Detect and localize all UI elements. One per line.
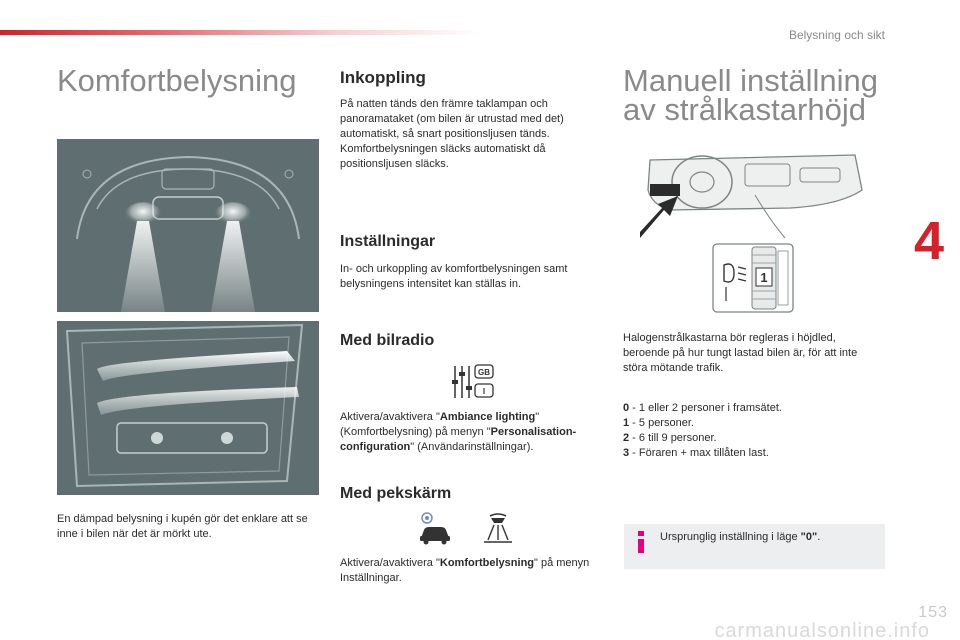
inkoppling-text: På natten tänds den främre taklampan och panoramataket (om bilen är utrustad med det) automatiskt, så snart positionsljusen tänds. Komfortbelysningen släcks automatiskt då positionsljusen släcks. xyxy=(340,98,564,170)
headlamp-dial-illustration xyxy=(712,243,794,313)
watermark: carmanualsonline.info xyxy=(714,620,930,640)
settings-item: 1 - 5 personer. xyxy=(623,417,694,429)
settings-item: 0 - 1 eller 2 personer i framsätet. xyxy=(623,402,782,414)
left-caption: En dämpad belysning i kupén gör det enklare att se inne i bilen när det är mörkt ute. xyxy=(57,513,308,540)
page-number: 153 xyxy=(918,604,948,621)
heading-installningar: Inställningar xyxy=(340,233,436,250)
section-title-line2: av strålkastarhöjd xyxy=(623,92,866,127)
dial-position-label: 1 xyxy=(760,270,768,285)
gb-label: GB xyxy=(478,368,490,377)
panoramic-roof-photo xyxy=(57,321,319,495)
section-title-komfortbelysning: Komfortbelysning xyxy=(57,63,297,98)
i-label: I xyxy=(482,387,486,396)
bilradio-text: Aktivera/avaktivera "Ambiance lighting" (Komfortbelysning) på menyn "Personalisation-configuration" (Användarinställningar). xyxy=(340,411,577,453)
right-intro-text: Halogenstrålkastarna bör regleras i höjdled, beroende på hur tungt lastad bilen är, för att inte störa mötande trafik. xyxy=(623,332,858,374)
section-title-line1: Manuell inställning xyxy=(623,63,879,98)
heading-inkoppling: Inkoppling xyxy=(340,68,426,87)
heading-med-bilradio: Med bilradio xyxy=(340,332,435,349)
settings-item: 3 - Föraren + max tillåten last. xyxy=(623,447,769,459)
interior-light-photo xyxy=(57,139,319,312)
settings-item: 2 - 6 till 9 personer. xyxy=(623,432,717,444)
pekskarm-text: Aktivera/avaktivera "Komfortbelysning" på menyn Inställningar. xyxy=(340,557,590,584)
car-gear-icon xyxy=(415,510,455,546)
info-text: Ursprunglig inställning i läge "0". xyxy=(660,531,821,543)
dashboard-illustration xyxy=(640,150,865,240)
chapter-title: Belysning och sikt xyxy=(788,28,885,42)
info-icon xyxy=(633,530,649,554)
header-accent-bar xyxy=(0,30,480,35)
chapter-number: 4 xyxy=(913,211,944,271)
heading-med-pekskarm: Med pekskärm xyxy=(340,485,452,502)
settings-list xyxy=(623,401,885,461)
installningar-text: In- och urkoppling av komfortbelysningen samt belysningens intensitet kan ställas in. xyxy=(340,263,568,290)
ceiling-light-icon xyxy=(478,510,518,546)
radio-settings-icon xyxy=(450,362,496,402)
